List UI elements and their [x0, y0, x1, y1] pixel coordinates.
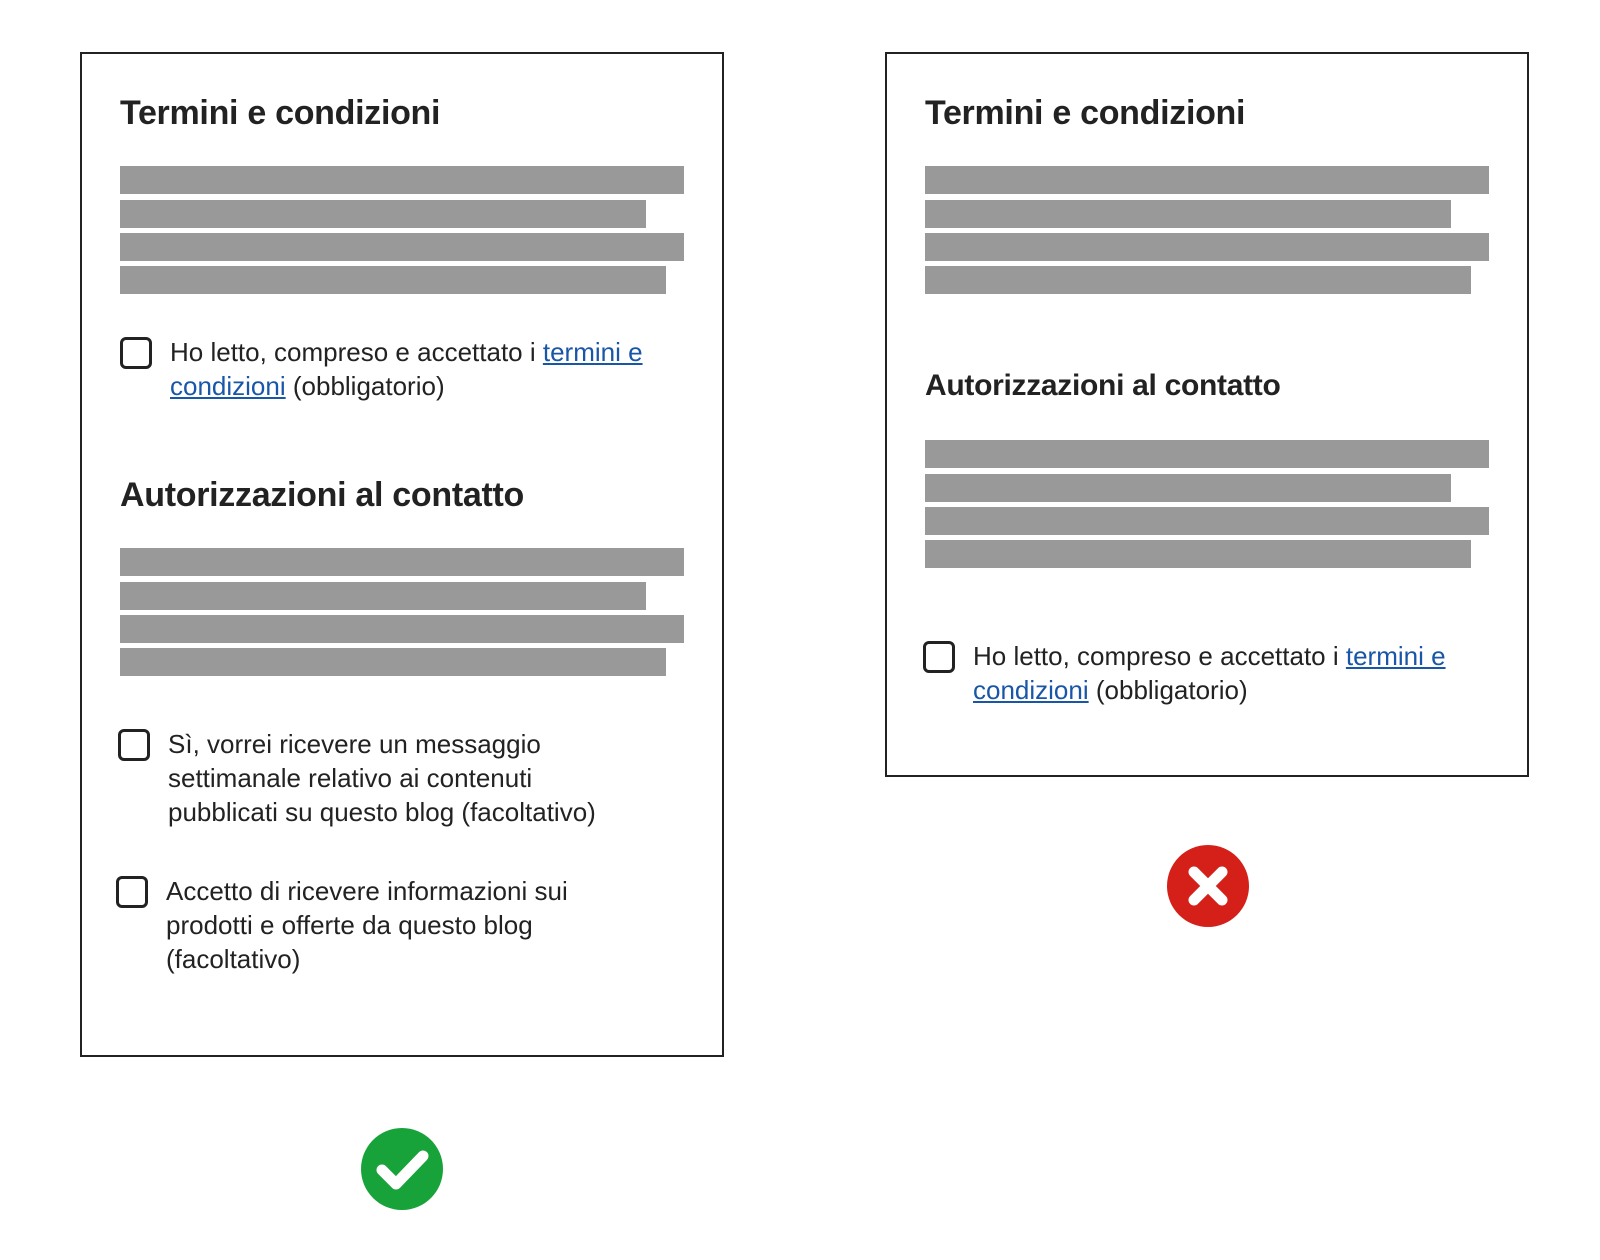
placeholder-line — [120, 582, 646, 610]
placeholder-line — [120, 233, 684, 261]
placeholder-line — [120, 266, 666, 294]
placeholder-line — [925, 166, 1489, 194]
check-circle-icon — [361, 1128, 443, 1210]
bad-example-panel — [885, 52, 1529, 777]
offers-consent-label: Accetto di ricevere informazioni sui prodotti e offerte da questo blog (facoltativo) — [166, 876, 568, 974]
checkmark-icon — [361, 1128, 443, 1210]
newsletter-consent-row — [118, 727, 638, 829]
placeholder-line — [925, 233, 1489, 261]
good-example-panel — [80, 52, 724, 1057]
placeholder-line — [925, 200, 1451, 228]
x-circle-icon — [1167, 845, 1249, 927]
terms-heading: Termini e condizioni — [925, 94, 1246, 132]
placeholder-line — [925, 266, 1471, 294]
terms-link[interactable]: termini e condizioni — [973, 641, 1446, 705]
terms-heading: Termini e condizioni — [120, 94, 441, 132]
placeholder-line — [120, 615, 684, 643]
newsletter-consent-checkbox[interactable] — [118, 729, 150, 761]
placeholder-line — [120, 200, 646, 228]
offers-consent-row — [116, 874, 636, 976]
terms-consent-row — [120, 335, 700, 403]
terms-consent-label: Ho letto, compreso e accettato i termini e condizioni (obbligatorio) — [170, 337, 643, 401]
newsletter-consent-label: Sì, vorrei ricevere un messaggio settimanale relativo ai contenuti pubblicati su questo blog (facoltativo) — [168, 729, 596, 827]
placeholder-line — [120, 166, 684, 194]
contact-heading: Autorizzazioni al contatto — [120, 476, 524, 514]
terms-consent-checkbox[interactable] — [120, 337, 152, 369]
placeholder-line — [925, 540, 1471, 568]
terms-link[interactable]: termini e condizioni — [170, 337, 643, 401]
placeholder-line — [120, 548, 684, 576]
placeholder-line — [925, 440, 1489, 468]
terms-consent-label: Ho letto, compreso e accettato i termini e condizioni (obbligatorio) — [973, 641, 1446, 705]
offers-consent-checkbox[interactable] — [116, 876, 148, 908]
terms-consent-row — [923, 639, 1508, 707]
placeholder-line — [925, 474, 1451, 502]
placeholder-line — [925, 507, 1489, 535]
cross-icon — [1167, 845, 1249, 927]
contact-heading: Autorizzazioni al contatto — [925, 369, 1281, 402]
terms-consent-checkbox[interactable] — [923, 641, 955, 673]
placeholder-line — [120, 648, 666, 676]
